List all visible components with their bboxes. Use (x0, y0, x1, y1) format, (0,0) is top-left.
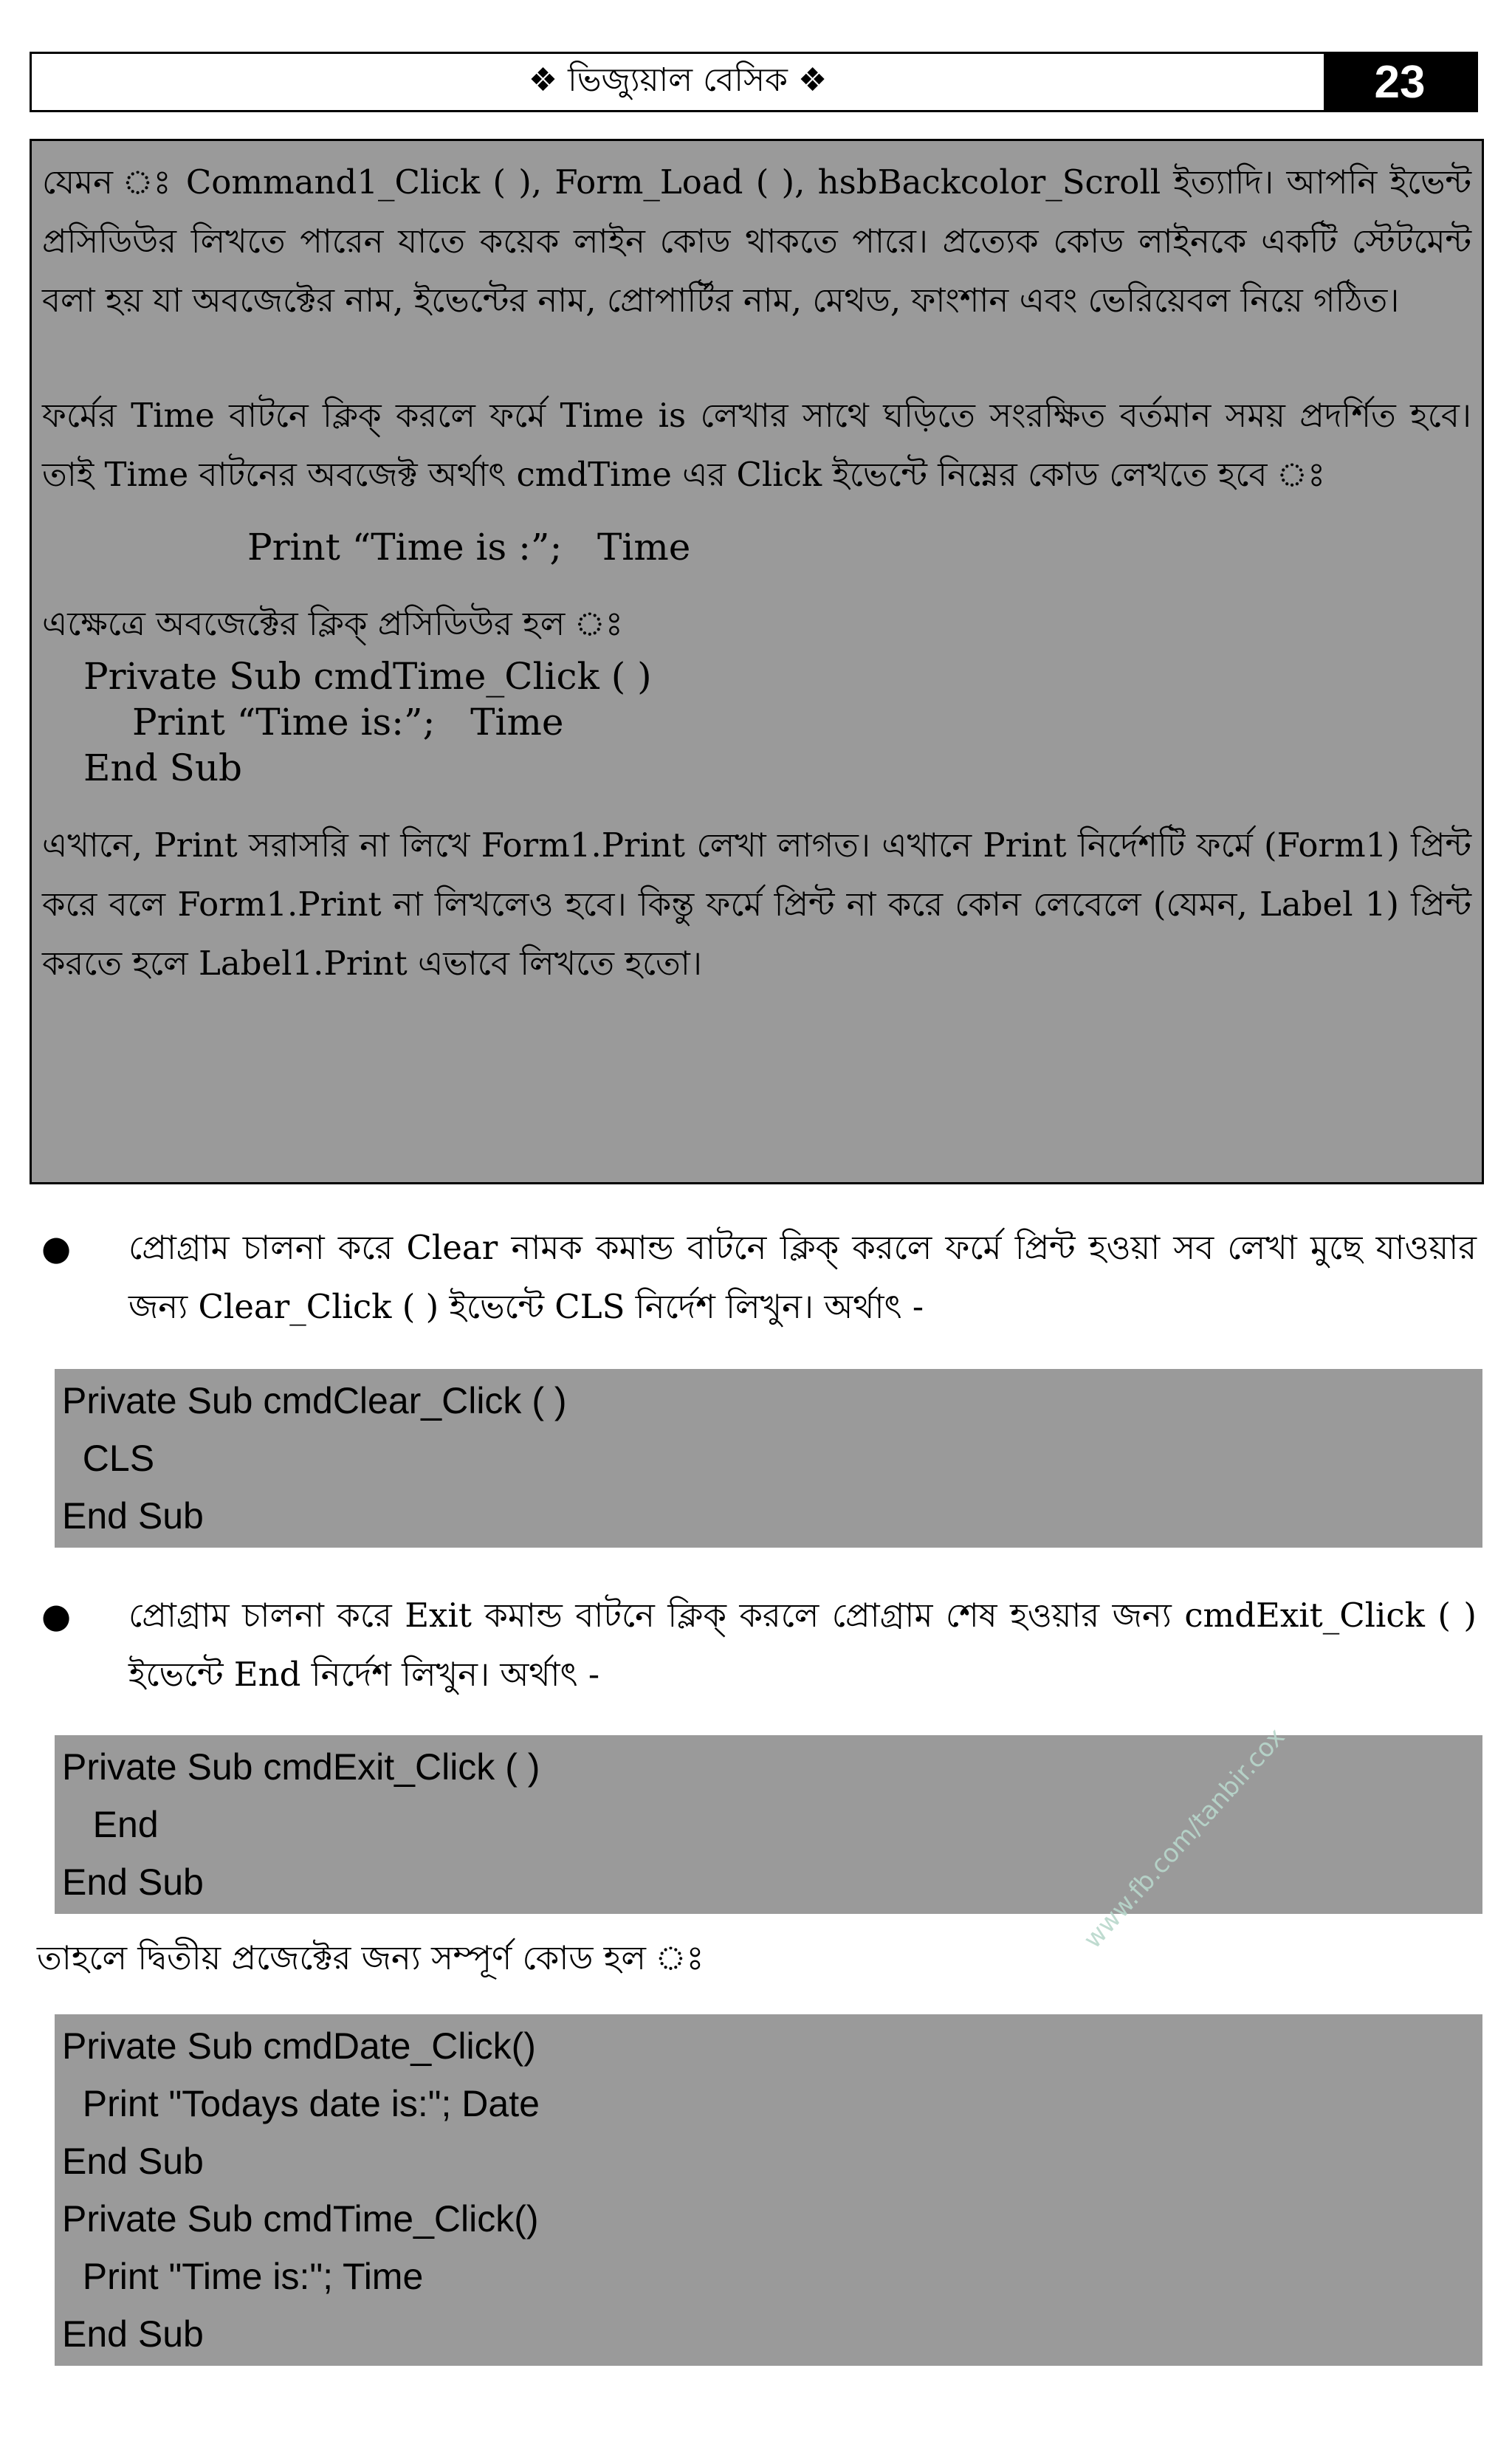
code-line: End Sub (62, 2313, 204, 2355)
shaded-note-box (30, 139, 1484, 1184)
bullet-dot: ● (41, 1596, 72, 1636)
code-line: Private Sub cmdTime_Click() (62, 2198, 539, 2240)
paragraph-time-button: ফর্মের Time বাটনে ক্লিক্ করলে ফর্মে Time is লেখার সাথে ঘড়িতে সংরক্ষিত বর্তমান সময় প্রদর্শিত হবে। তাই Time বাটনের অবজেক্ট অর্থাৎ cmdTime এর Click ইভেন্টে নিম্নের কোড লেখতে হবে ঃ (42, 396, 1471, 494)
code-line: Print “Time is:”; Time (132, 701, 564, 744)
bullet-text: প্রোগ্রাম চালনা করে Clear নামক কমান্ড বাটনে ক্লিক্ করলে ফর্মে প্রিন্ট হওয়া সব লেখা মুছে যাওয়ার জন্য Clear_Click ( ) ইভেন্টে CLS নির্দেশ লিখুন। অর্থাৎ - (128, 1228, 1477, 1326)
paragraph-form-print: এখানে, Print সরাসরি না লিখে Form1.Print লেখা লাগত। এখানে Print নির্দেশটি ফর্মে (Form1) প্রিন্ট করে বলে Form1.Print না লিখলেও হবে। কিন্তু ফর্মে প্রিন্ট না করে কোন লেবেলে (যেমন, Label 1) প্রিন্ট করতে হলে Label1.Print এভাবে লিখতে হতো। (42, 826, 1471, 983)
code-line: Private Sub cmdTime_Click ( ) (83, 655, 652, 698)
code-line: Print "Todays date is:"; Date (62, 2083, 540, 2124)
code-line: Print "Time is:"; Time (62, 2256, 424, 2297)
code-line: End Sub (62, 1495, 204, 1537)
bullet-item-exit (37, 1586, 1477, 1704)
code-line: End Sub (83, 747, 243, 789)
page-number: 23 (1324, 54, 1476, 110)
code-line: End (62, 1804, 159, 1845)
page-header (30, 52, 1478, 112)
bullet-dot: ● (41, 1228, 72, 1268)
code-line: Private Sub cmdClear_Click ( ) (62, 1380, 567, 1421)
bullet-item-clear (37, 1218, 1477, 1336)
bullet-text: প্রোগ্রাম চালনা করে Exit কমান্ড বাটনে ক্লিক্ করলে প্রোগ্রাম শেষ হওয়ার জন্য cmdExit_Click ( ) ইভেন্টে End নির্দেশ লিখুন। অর্থাৎ - (128, 1596, 1477, 1694)
code-line: CLS (62, 1438, 155, 1479)
summary-text: তাহলে দ্বিতীয় প্রজেক্টের জন্য সম্পূর্ণ কোড হল ঃ (37, 1938, 704, 1977)
code-line: Private Sub cmdDate_Click() (62, 2025, 536, 2067)
paragraph-event-procedure: যেমন ঃ Command1_Click ( ), Form_Load ( ), hsbBackcolor_Scroll ইত্যাদি। আপনি ইভেন্ট প্রসিডিউর লিখতে পারেন যাতে কয়েক লাইন কোড থাকতে পারে। প্রত্যেক কোড লাইনকে একটি স্টেটমেন্ট বলা হয় যা অবজেক্টের নাম, ইভেন্টের নাম, প্রোপার্টির নাম, মেথড, ফাংশান এবং ভেরিয়েবল নিয়ে গঠিত। (42, 162, 1471, 320)
paragraph-click-procedure: এক্ষেত্রে অবজেক্টের ক্লিক্ প্রসিডিউর হল ঃ (42, 604, 623, 643)
code-block-clear (55, 1369, 1482, 1548)
code-line: Private Sub cmdExit_Click ( ) (62, 1746, 540, 1788)
code-line: End Sub (62, 1861, 204, 1903)
code-block-full (55, 2014, 1482, 2366)
print-time-line: Print “Time is :”; Time (247, 526, 691, 569)
code-line: End Sub (62, 2141, 204, 2182)
header-title: ❖ ভিজ্যুয়াল বেসিক ❖ (528, 61, 828, 99)
watermark: www.fb.com/tanbir.cox (1078, 1722, 1291, 1954)
